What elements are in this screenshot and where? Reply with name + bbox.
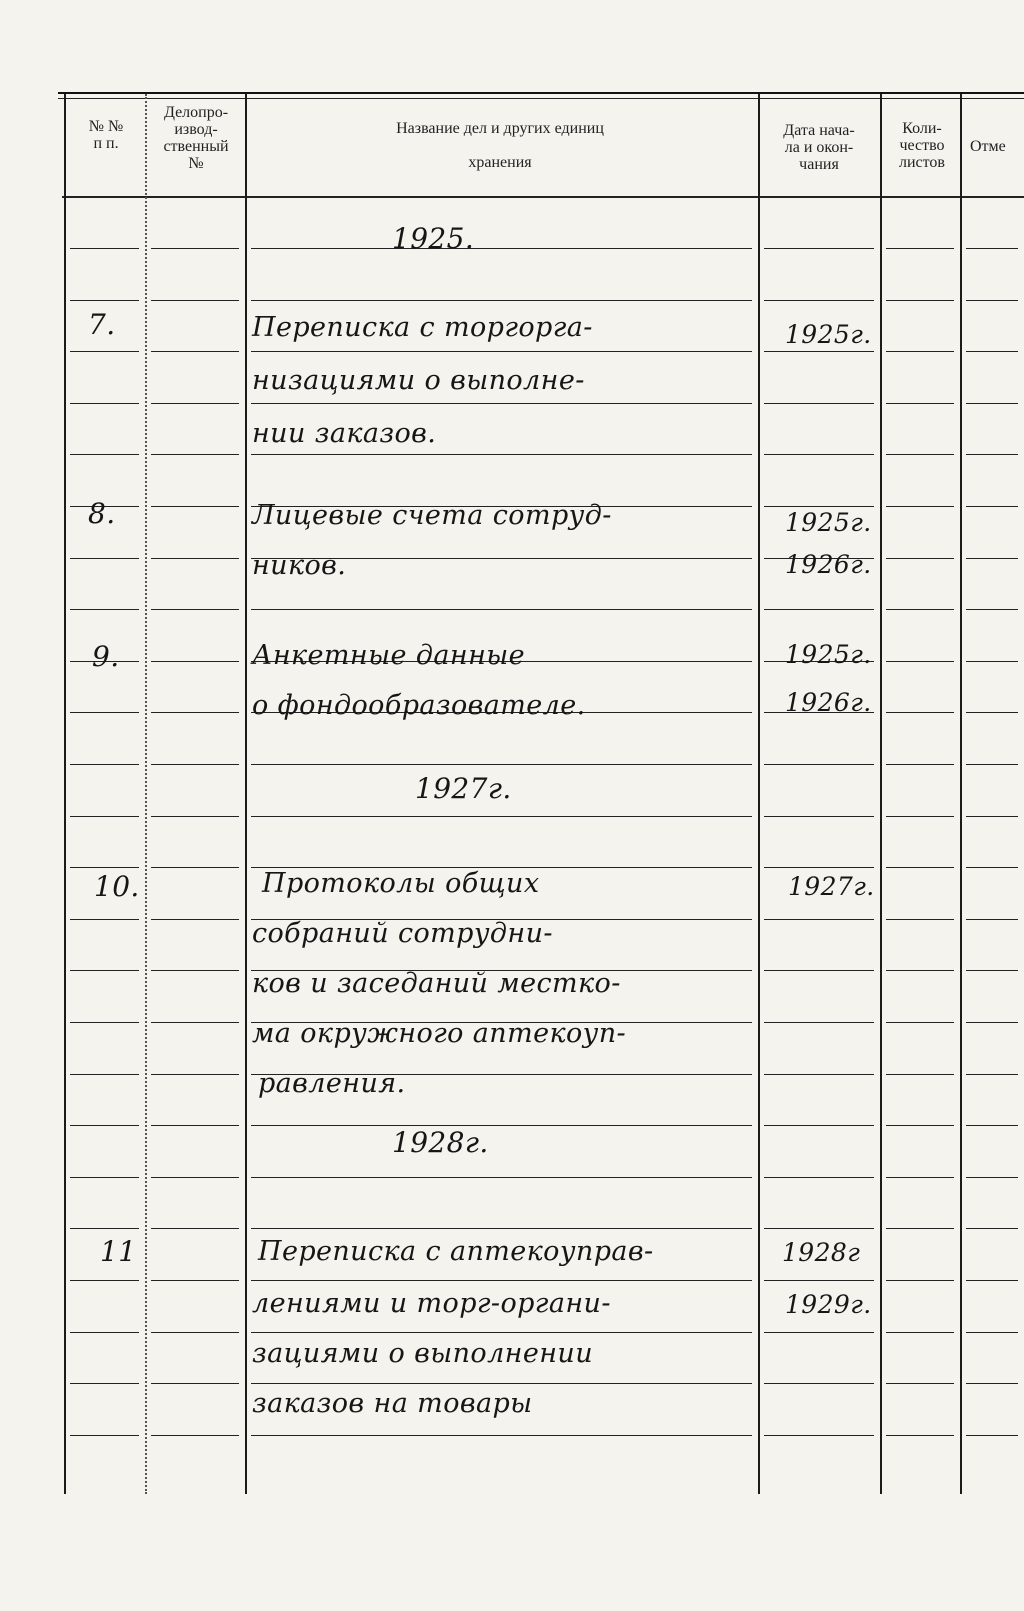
ruled-line [966,609,1018,610]
ruled-line [886,1383,954,1384]
ruled-line [151,1435,239,1436]
ruled-line [251,351,752,352]
ruled-line [151,1125,239,1126]
ruled-line [966,764,1018,765]
ruled-line [70,919,139,920]
column-line-3 [758,94,760,1494]
ruled-line [151,609,239,610]
ruled-line [151,1280,239,1281]
ruled-line [251,816,752,817]
ruled-line [151,661,239,662]
ruled-line [886,300,954,301]
entry-date: 1927г. [788,872,875,901]
ruled-line [251,1125,752,1126]
ruled-line [151,712,239,713]
ruled-line [151,248,239,249]
ruled-line [966,454,1018,455]
ruled-line [764,248,874,249]
ruled-line [251,454,752,455]
ruled-line [886,403,954,404]
entry-date: 1928г [782,1238,861,1267]
ruled-line [966,712,1018,713]
ruled-line [966,506,1018,507]
ruled-line [966,919,1018,920]
ruled-line [151,1022,239,1023]
ruled-line [251,1177,752,1178]
ruled-line [886,351,954,352]
ruled-line [886,1177,954,1178]
ruled-line [966,1435,1018,1436]
year-heading-1927: 1927г. [415,772,512,805]
ruled-line [764,1228,874,1229]
entry-title-line: Анкетные данные [252,640,526,671]
ruled-line [886,1435,954,1436]
ruled-line [151,506,239,507]
ruled-line [886,1074,954,1075]
ruled-line [70,1125,139,1126]
ruled-line [764,764,874,765]
entry-date: 1929г. [785,1290,872,1319]
ruled-line [151,1074,239,1075]
ruled-line [151,1332,239,1333]
header-number: № № п п. [88,118,124,152]
ruled-line [966,1125,1018,1126]
ruled-line [886,558,954,559]
ruled-line [151,764,239,765]
ruled-line [764,506,874,507]
column-line-2 [245,94,247,1494]
entry-date: 1926г. [785,550,872,579]
entry-title-line: нии заказов. [252,418,437,449]
entry-title-line: низациями о выполне- [252,365,585,396]
ruled-line [764,1022,874,1023]
entry-number: 10. [94,870,140,903]
ruled-line [966,300,1018,301]
column-line-5 [960,94,962,1494]
entry-date: 1925г. [785,320,872,349]
ruled-line [151,351,239,352]
header-title: Название дел и других единиц хранения [396,120,604,171]
column-line-4 [880,94,882,1494]
ruled-line [966,970,1018,971]
year-heading-1925: 1925. [392,222,475,255]
ruled-line [70,1383,139,1384]
ruled-line [70,1177,139,1178]
ruled-line [251,248,752,249]
ruled-line [886,1125,954,1126]
ruled-line [764,1177,874,1178]
ruled-line [251,1435,752,1436]
ruled-line [251,609,752,610]
ruled-line [151,300,239,301]
ruled-line [886,1280,954,1281]
ruled-line [886,712,954,713]
ruled-line [886,970,954,971]
ruled-line [764,1332,874,1333]
entry-date: 1926г. [785,688,872,717]
ruled-line [764,454,874,455]
ruled-line [886,816,954,817]
ruled-line [886,1332,954,1333]
entry-title-line: зациями о выполнении [252,1338,593,1369]
ruled-line [151,403,239,404]
ruled-line [966,1383,1018,1384]
entry-title-line: Переписка с аптекоупрaв- [258,1236,654,1267]
ruled-line [764,300,874,301]
entry-number: 8. [88,497,116,530]
entry-title-line: равления. [258,1068,406,1099]
ruled-line [251,1280,752,1281]
ruled-line [886,661,954,662]
header-dates: Дата нача- ла и окон- чания [783,122,855,173]
ruled-line [70,816,139,817]
entry-number: 11 [100,1235,137,1268]
ruled-line [151,816,239,817]
ruled-line [70,403,139,404]
ruled-line [151,970,239,971]
ruled-line [70,970,139,971]
ruled-line [764,1435,874,1436]
ruled-line [886,1228,954,1229]
ruled-line [764,867,874,868]
ruled-line [966,1074,1018,1075]
year-heading-1928: 1928г. [392,1126,489,1159]
entry-title-line: Протоколы общих [262,868,540,899]
ruled-line [886,248,954,249]
ruled-line [70,558,139,559]
ruled-line [764,351,874,352]
entry-title-line: ков и заседаний местко- [252,968,621,999]
ruled-line [764,1125,874,1126]
ruled-line [70,609,139,610]
ruled-line [886,454,954,455]
column-line-left [64,94,66,1494]
entry-number: 7. [88,308,116,341]
ruled-line [764,1383,874,1384]
ruled-line [966,1332,1018,1333]
entry-title-line: Переписка с торгорга- [252,312,593,343]
ruled-line [151,454,239,455]
ruled-line [70,351,139,352]
header-office-number: Делопро- извод- ственный № [163,104,229,172]
header-notes: Отме [970,138,1006,155]
ruled-line [966,248,1018,249]
ruled-line [70,1332,139,1333]
entry-title-line: ников. [252,550,347,581]
ruled-line [966,1022,1018,1023]
ruled-line [886,1022,954,1023]
ruled-line [251,403,752,404]
ruled-line [151,1228,239,1229]
ruled-line [764,1074,874,1075]
ruled-line [764,919,874,920]
entry-title-line: о фондообразователе. [252,690,586,721]
ruled-line [70,712,139,713]
ruled-line [251,1332,752,1333]
entry-date: 1925г. [785,508,872,537]
ruled-line [251,1228,752,1229]
ruled-line [251,764,752,765]
entry-number: 9. [92,640,120,673]
header-sheets: Коли- чество листов [899,120,945,171]
entry-title-line: ма окружного аптекоуп- [252,1018,627,1049]
ruled-line [251,300,752,301]
ruled-line [966,1177,1018,1178]
ruled-line [151,919,239,920]
ruled-line [886,609,954,610]
entry-date: 1925г. [785,640,872,669]
ruled-line [70,248,139,249]
ruled-line [70,454,139,455]
ruled-line [886,919,954,920]
entry-title-line: лениями и торг-органи- [252,1288,611,1319]
ruled-line [966,816,1018,817]
ruled-line [966,351,1018,352]
ruled-line [151,558,239,559]
ruled-line [764,970,874,971]
ruled-line [151,867,239,868]
ruled-line [764,816,874,817]
ruled-line [70,1022,139,1023]
ruled-line [70,1280,139,1281]
ruled-line [70,1435,139,1436]
ruled-line [966,558,1018,559]
ruled-line [70,300,139,301]
ruled-line [70,1228,139,1229]
ruled-line [764,609,874,610]
ruled-line [966,1228,1018,1229]
ruled-line [151,1177,239,1178]
ruled-line [886,764,954,765]
ruled-line [70,764,139,765]
ruled-line [251,1383,752,1384]
ruled-line [886,506,954,507]
entry-title-line: Лицевые счета сотруд- [252,500,612,531]
ruled-line [70,867,139,868]
ruled-line [764,403,874,404]
entry-title-line: собраний сотрудни- [252,918,553,949]
column-line-1 [145,94,147,1494]
ruled-line [966,661,1018,662]
ruled-line [764,1280,874,1281]
ruled-line [886,867,954,868]
ruled-line [966,403,1018,404]
entry-title-line: заказов на товары [252,1388,533,1419]
ruled-line [966,867,1018,868]
ruled-line [70,1074,139,1075]
ruled-line [966,1280,1018,1281]
ruled-line [151,1383,239,1384]
